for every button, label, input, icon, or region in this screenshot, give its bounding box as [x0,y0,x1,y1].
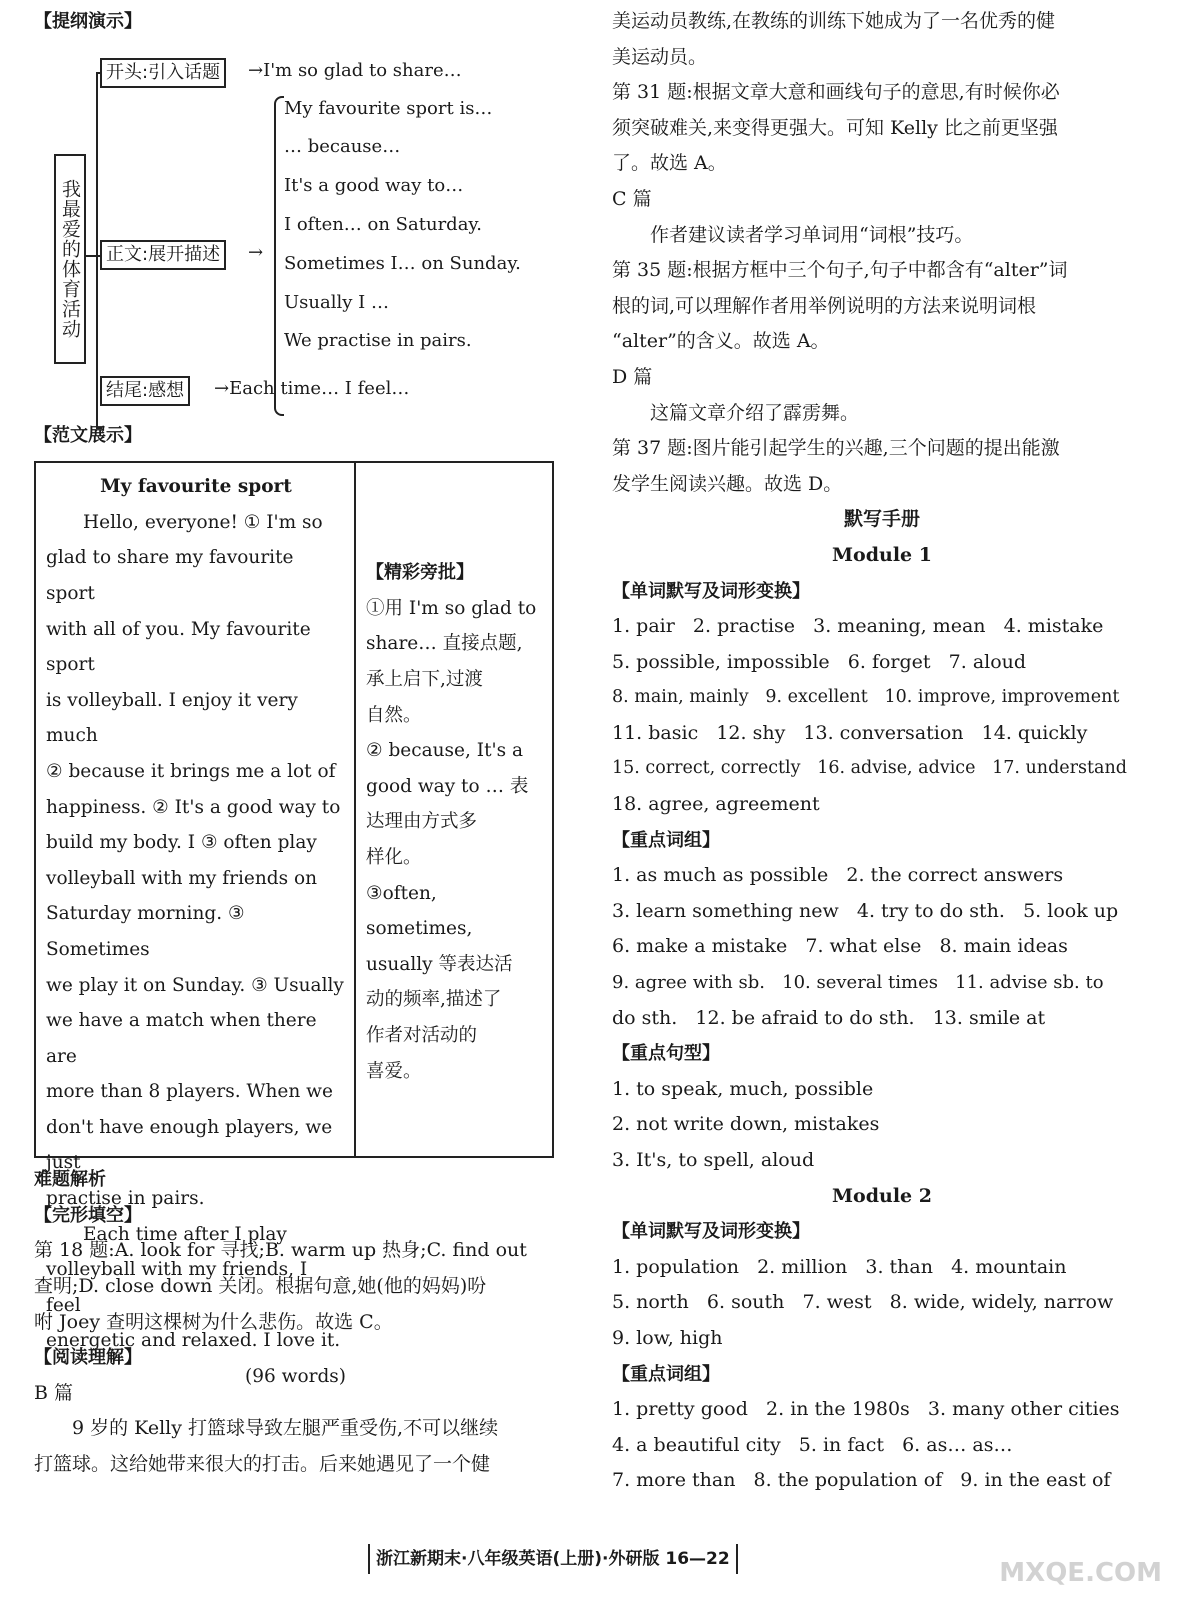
word-count: (96 words) [244,1366,346,1388]
module1-words-heading: 【单词默写及词形变换】 [612,580,810,602]
opening-text: →I'm so glad to share… [248,59,462,81]
essay-line: more than 8 players. When we [46,1081,333,1103]
module1-phrase-line: do sth. 12. be afraid to do sth. 13. smile at [612,1006,1046,1029]
passage-c-summary: 作者建议读者学习单词用“词根”技巧。 [650,223,974,246]
passage-d-summary: 这篇文章介绍了霹雳舞。 [650,401,860,424]
note-line: usually 等表达活 [366,953,513,975]
opening-box: 开头:引入话题 [100,58,226,88]
passage-c-label: C 篇 [612,187,652,210]
essay-line: energetic and relaxed. I love it. [46,1330,341,1352]
essay-line: build my body. I ③ often play [46,832,317,854]
module1-word-line: 8. main, mainly 9. excellent 10. improve, improvement [612,687,1120,708]
ending-box: 结尾:感想 [100,376,190,406]
main-stem [96,72,98,427]
module1-phrases-heading: 【重点词组】 [612,829,720,851]
q37-line: 第 37 题:图片能引起学生的兴趣,三个问题的提出能激 [612,437,1060,460]
essay-line: we play it on Sunday. ③ Usually [46,974,344,996]
watermark-logo: MXQE.COM [999,1558,1162,1589]
note-line: 样化。 [366,846,422,868]
text-line: 了。故选 A。 [612,152,727,175]
body-brace [274,96,284,416]
body-line: … because… [284,136,401,158]
cloze-line: 第 18 题:A. look for 寻找;B. warm up 热身;C. find out [34,1239,527,1262]
body-line: I often… on Saturday. [284,213,482,235]
module2-title: Module 2 [832,1184,932,1207]
module2-phrase-line: 4. a beautiful city 5. in fact 6. as… as… [612,1433,1013,1456]
connector [96,427,102,429]
essay-body [46,469,346,1394]
left-column [34,4,564,1483]
essay-line: volleyball with my friends on [46,867,318,889]
cloze-line: 咐 Joey 查明这棵树为什么悲伤。故选 C。 [34,1310,393,1333]
body-lines [284,90,521,362]
note-line: 达理由方式多 [366,811,478,833]
essay-title: My favourite sport [100,476,292,498]
essay-line: Saturday morning. ③ Sometimes [46,903,245,960]
notes-heading: 【精彩旁批】 [366,562,474,584]
column-divider [354,463,356,1156]
q35-line: 第 35 题:根据方框中三个句子,句子中都含有“alter”词 [612,259,1068,282]
module1-phrase-line: 9. agree with sb. 10. several times 11. advise sb. to [612,972,1104,994]
body-line: Usually I … [284,291,389,313]
essay-line: volleyball with my friends, I feel [46,1259,308,1316]
essay-line: Each time after I play [83,1223,287,1245]
text-line: 美运动员教练,在教练的训练下她成为了一名优秀的健 [612,10,1056,32]
module1-phrase-line: 6. make a mistake 7. what else 8. main ideas [612,935,1068,958]
essay-line: is volleyball. I enjoy it very much [46,689,298,747]
passage-b-line: 9 岁的 Kelly 打篮球导致左腿严重受伤,不可以继续 [72,1417,499,1440]
module2-word-line: 9. low, high [612,1326,723,1349]
module2-word-line: 5. north 6. south 7. west 8. wide, widely, narrow [612,1291,1114,1314]
note-line: ③often, sometimes, [366,882,473,940]
sample-heading: 【范文展示】 [34,424,142,446]
essay-line: with all of you. My favourite sport [46,618,311,676]
essay-line: glad to share my favourite sport [46,547,294,604]
note-line: good way to … 表 [366,775,529,797]
module1-phrase-line: 1. as much as possible 2. the correct answers [612,864,1064,887]
note-line: 自然。 [366,704,422,726]
q35-line: 根的词,可以理解作者用举例说明的方法来说明词根 [612,294,1037,317]
body-line: We practise in pairs. [284,330,472,352]
passage-b-label: B 篇 [34,1381,74,1404]
module1-word-line: 11. basic 12. shy 13. conversation 14. quickly [612,721,1088,744]
right-column [612,4,1152,1499]
ending-text: →Each time… I feel… [214,377,410,399]
module1-sentence-line: 1. to speak, much, possible [612,1077,874,1100]
body-line: Sometimes I… on Sunday. [284,252,521,274]
text-line: 须突破难关,来变得更强大。可知 Kelly 比之前更坚强 [612,116,1058,139]
body-line: My favourite sport is… [284,97,493,119]
note-line: 承上启下,过渡 [366,668,483,690]
note-line: ② because, It's a [366,740,523,762]
outline-heading: 【提纲演示】 [34,11,142,32]
cloze-line: 查明;D. close down 关闭。根据句意,她(他的妈妈)吩 [34,1274,487,1297]
note-line: share… 直接点题, [366,633,523,655]
essay-line: happiness. ② It's a good way to [46,796,341,818]
margin-notes [366,555,542,1089]
essay-line: ② because it brings me a lot of [46,760,336,782]
body-arrow: → [248,241,264,263]
outline-center-box: 我最爱的体育活动 [54,154,86,364]
text-line: 美运动员。 [612,45,708,68]
q35-line: “alter”的含义。故选 A。 [612,330,830,353]
module2-word-line: 1. population 2. million 3. than 4. mountain [612,1255,1067,1278]
module1-sentences-heading: 【重点句型】 [612,1043,720,1065]
module1-phrase-line: 3. learn something new 4. try to do sth. 5. look up [612,899,1119,922]
body-line: It's a good way to… [284,175,464,197]
analysis-heading: 难题解析 [34,1169,106,1191]
module1-word-line: 15. correct, correctly 16. advise, advice 17. understand [612,758,1127,779]
module1-sentence-line: 3. It's, to spell, aloud [612,1149,815,1171]
essay-line: don't have enough players, we just [46,1116,333,1174]
module1-word-line: 1. pair 2. practise 3. meaning, mean 4. mistake [612,615,1104,638]
module2-phrase-line: 7. more than 8. the population of 9. in the east of [612,1469,1111,1492]
module1-word-line: 5. possible, impossible 6. forget 7. aloud [612,650,1027,673]
passage-d-label: D 篇 [612,365,653,388]
module1-title: Module 1 [832,543,932,566]
passage-b-line: 打篮球。这给她带来很大的打击。后来她遇见了一个健 [34,1452,491,1475]
essay-line: practise in pairs. [46,1188,205,1210]
page-footer: 浙江新期末·八年级英语(上册)·外研版 16—22 [368,1544,738,1574]
cloze-heading: 【完形填空】 [34,1204,142,1226]
q37-line: 发学生阅读兴趣。故选 D。 [612,472,843,495]
module1-word-line: 18. agree, agreement [612,793,820,816]
note-line: 动的频率,描述了 [366,989,502,1011]
connector [84,255,96,257]
reading-heading: 【阅读理解】 [34,1347,142,1369]
text-line: 第 31 题:根据文章大意和画线句子的意思,有时候你必 [612,81,1060,104]
module2-phrases-heading: 【重点词组】 [612,1363,720,1385]
module2-phrase-line: 1. pretty good 2. in the 1980s 3. many other cities [612,1398,1120,1421]
module1-sentence-line: 2. not write down, mistakes [612,1113,880,1136]
body-box: 正文:展开描述 [100,240,226,270]
module2-words-heading: 【单词默写及词形变换】 [612,1221,810,1243]
essay-line: we have a match when there are [46,1010,317,1067]
outline-diagram [34,40,564,418]
handbook-title: 默写手册 [843,508,920,531]
note-line: 作者对活动的 [366,1024,478,1046]
note-line: ①用 I'm so glad to [366,597,537,619]
note-line: 喜爱。 [366,1060,422,1082]
essay-line: Hello, everyone! ① I'm so [83,511,323,533]
